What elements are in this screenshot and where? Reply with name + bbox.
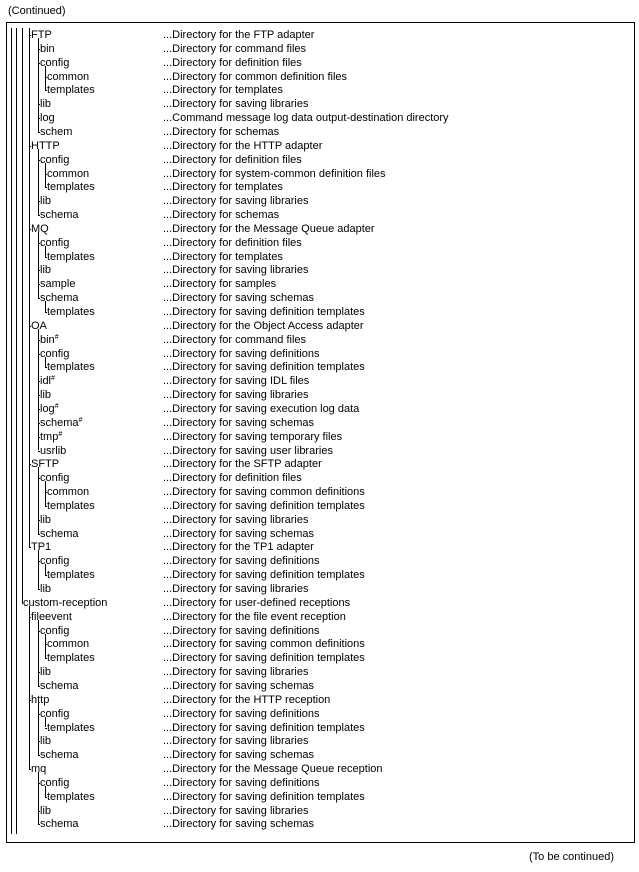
- directory-description: ...Directory for saving definition templates: [163, 652, 365, 665]
- tree-branch-line: [38, 589, 40, 590]
- directory-description: ...Directory for the file event reception: [163, 610, 346, 623]
- directory-name-text: FTP: [31, 29, 52, 41]
- tree-row: [0, 263, 639, 277]
- directory-description: ...Directory for saving libraries: [163, 666, 309, 679]
- tree-branch-line: [45, 506, 47, 507]
- tree-trunk-line: [38, 232, 39, 298]
- directory-description: ...Directory for saving definitions: [163, 707, 320, 720]
- directory-name-text: sample: [40, 278, 76, 291]
- directory-name: [40, 582, 51, 596]
- tree-trunk-line: [45, 481, 46, 506]
- tree-row: [0, 485, 639, 499]
- directory-name-text: idl: [40, 375, 52, 388]
- directory-name: [47, 651, 95, 665]
- directory-name-text: templates: [47, 250, 95, 263]
- tree-row: [0, 610, 639, 624]
- tree-row: [0, 180, 639, 194]
- tree-row: [0, 527, 639, 541]
- directory-name-text: mq: [31, 763, 47, 776]
- directory-name-text: log: [40, 402, 55, 415]
- directory-name: [47, 499, 95, 513]
- directory-name: [47, 83, 95, 97]
- tree-row: [0, 637, 639, 651]
- tree-trunk-line: [29, 606, 30, 769]
- directory-name-text: schema: [40, 292, 79, 305]
- directory-name: [47, 180, 95, 194]
- directory-description: ...Directory for saving libraries: [163, 389, 309, 402]
- tree-row: [0, 42, 639, 56]
- directory-name: [47, 360, 95, 374]
- directory-name: [40, 817, 79, 831]
- directory-description: ...Directory for saving definition templates: [163, 499, 365, 512]
- continued-caption: (Continued): [8, 5, 66, 17]
- tree-row: [0, 208, 639, 222]
- tree-row: [0, 817, 639, 831]
- tree-row: [0, 721, 639, 735]
- tree-row: [0, 651, 639, 665]
- tree-row: [0, 762, 639, 776]
- directory-name-text: config: [40, 707, 70, 720]
- directory-description: ...Directory for saving schemas: [163, 527, 314, 540]
- directory-name: [47, 70, 89, 84]
- directory-description: ...Command message log data output-destination directory: [163, 112, 449, 125]
- directory-description: ...Directory for saving libraries: [163, 195, 309, 208]
- tree-branch-line: [38, 451, 40, 452]
- tree-branch-line: [45, 90, 47, 91]
- tree-row: [0, 305, 639, 319]
- directory-name-text: schema: [40, 416, 79, 429]
- directory-description: ...Directory for saving common definitions: [163, 486, 365, 499]
- tree-row: [0, 111, 639, 125]
- tree-trunk-line: [45, 564, 46, 575]
- directory-name-text: OA: [31, 319, 47, 332]
- tree-row: [0, 804, 639, 818]
- directory-name-text: schema: [40, 749, 79, 762]
- tree-trunk-line: [38, 620, 39, 686]
- directory-name-text: common: [47, 486, 90, 499]
- directory-name: [23, 596, 107, 610]
- tree-row: [0, 707, 639, 721]
- directory-name: [40, 97, 51, 111]
- footnote-marker: #: [54, 402, 59, 410]
- directory-name-text: fileevent: [31, 610, 72, 623]
- directory-description: ...Directory for saving libraries: [163, 264, 309, 277]
- tree-branch-line: [38, 686, 40, 687]
- tree-branch-line: [38, 298, 40, 299]
- directory-name-text: config: [40, 555, 70, 568]
- tree-row: [0, 499, 639, 513]
- tree-row: [0, 125, 639, 139]
- footnote-marker: #: [51, 375, 55, 383]
- directory-name: [31, 540, 51, 554]
- tree-trunk-line: [45, 246, 46, 257]
- directory-name: [47, 485, 89, 499]
- directory-name-text: templates: [47, 306, 95, 318]
- directory-description: ...Directory for saving libraries: [163, 804, 309, 817]
- tree-branch-line: [45, 728, 47, 729]
- tree-row: [0, 582, 639, 596]
- tree-branch-line: [45, 658, 47, 659]
- directory-name-text: lib: [40, 264, 52, 277]
- directory-description: ...Directory for templates: [163, 250, 283, 263]
- directory-description: ...Directory for common definition files: [163, 70, 348, 83]
- directory-description: ...Directory for saving execution log data: [163, 402, 360, 415]
- directory-description: ...Directory for saving schemas: [163, 818, 314, 831]
- tree-row: [0, 679, 639, 693]
- directory-name: [40, 194, 51, 208]
- directory-description: ...Directory for saving schemas: [163, 679, 314, 692]
- directory-name: [40, 748, 79, 762]
- directory-description: ...Directory for samples: [163, 278, 277, 291]
- directory-name-text: log: [40, 112, 55, 125]
- directory-name: [40, 444, 66, 458]
- directory-description: ...Directory for saving libraries: [163, 513, 309, 526]
- tree-row: [0, 83, 639, 97]
- directory-name-text: usrlib: [40, 444, 67, 457]
- tree-row: [0, 513, 639, 527]
- directory-name: [31, 28, 52, 42]
- tree-row: [0, 139, 639, 153]
- directory-description: ...Directory for saving libraries: [163, 583, 309, 595]
- directory-description: ...Directory for definition files: [163, 56, 302, 69]
- tree-row: [0, 540, 639, 554]
- directory-name: [40, 665, 51, 679]
- tree-trunk-line: [45, 301, 46, 312]
- directory-name-text: config: [40, 153, 70, 166]
- directory-name-text: bin: [40, 333, 55, 346]
- directory-description: ...Directory for saving common definitions: [163, 638, 365, 651]
- directory-description: ...Directory for saving temporary files: [163, 430, 343, 443]
- tree-row: [0, 776, 639, 790]
- directory-name: [40, 430, 62, 444]
- directory-name-text: HTTP: [31, 139, 60, 152]
- directory-description: ...Directory for the HTTP reception: [163, 693, 331, 706]
- directory-description: ...Directory for user-defined receptions: [163, 596, 351, 609]
- directory-name-text: templates: [47, 569, 95, 582]
- tree-row: [0, 665, 639, 679]
- tree-trunk-line: [29, 28, 30, 547]
- tree-branch-line: [38, 824, 40, 825]
- tree-trunk-line: [45, 66, 46, 91]
- tree-row: [0, 250, 639, 264]
- directory-name-text: config: [40, 236, 70, 249]
- directory-description: ...Directory for schemas: [163, 125, 280, 138]
- directory-name: [40, 111, 55, 125]
- directory-name-text: lib: [40, 666, 52, 679]
- directory-name-text: SFTP: [31, 458, 60, 471]
- directory-name-text: templates: [47, 721, 95, 734]
- directory-name: [31, 457, 59, 471]
- tree-row: [0, 416, 639, 430]
- tree-row: [0, 471, 639, 485]
- directory-name: [40, 513, 51, 527]
- directory-name: [47, 721, 95, 735]
- tree-row: [0, 153, 639, 167]
- directory-description: ...Directory for saving definitions: [163, 555, 320, 568]
- directory-description: ...Directory for definition files: [163, 472, 302, 485]
- directory-description: ...Directory for templates: [163, 181, 283, 194]
- footnote-marker: #: [78, 416, 83, 424]
- directory-name: [31, 222, 49, 236]
- directory-name: [40, 527, 79, 541]
- directory-description: ...Directory for saving IDL files: [163, 375, 310, 388]
- tree-branch-line: [29, 769, 31, 770]
- directory-name: [40, 679, 79, 693]
- directory-name-text: common: [47, 167, 90, 180]
- directory-name-text: lib: [40, 583, 52, 595]
- tree-trunk-line: [22, 28, 23, 603]
- directory-name-text: config: [40, 776, 70, 789]
- tree-row: [0, 167, 639, 181]
- directory-name-text: config: [40, 472, 70, 485]
- directory-name-text: config: [40, 624, 70, 637]
- directory-name-text: lib: [40, 513, 52, 526]
- directory-name: [47, 568, 95, 582]
- tree-branch-line: [45, 257, 47, 258]
- directory-description: ...Directory for saving definitions: [163, 347, 320, 360]
- tree-row: [0, 374, 639, 388]
- directory-description: ...Directory for saving user libraries: [163, 444, 333, 457]
- tree-row: [0, 97, 639, 111]
- directory-name-text: http: [31, 693, 50, 706]
- tree-trunk-line: [38, 550, 39, 589]
- directory-description: ...Directory for the Object Access adapter: [163, 319, 364, 332]
- tree-trunk-line: [38, 772, 39, 824]
- directory-name: [40, 374, 55, 388]
- directory-description: ...Directory for saving definition templates: [163, 790, 365, 803]
- tree-branch-line: [45, 797, 47, 798]
- directory-name-text: templates: [47, 652, 95, 665]
- tree-row: [0, 333, 639, 347]
- directory-name: [47, 790, 95, 804]
- directory-description: ...Directory for saving schemas: [163, 292, 314, 305]
- tree-row: [0, 194, 639, 208]
- tree-trunk-line: [45, 717, 46, 728]
- tree-row: [0, 734, 639, 748]
- tree-row: [0, 790, 639, 804]
- directory-name: [40, 263, 51, 277]
- directory-name: [40, 402, 59, 416]
- directory-name-text: common: [47, 70, 90, 83]
- directory-name: [40, 333, 59, 347]
- directory-name-text: custom-reception: [23, 596, 108, 609]
- tree-row: [0, 28, 639, 42]
- directory-description: ...Directory for saving definitions: [163, 776, 320, 789]
- tree-row: [0, 430, 639, 444]
- directory-description: ...Directory for saving libraries: [163, 735, 309, 748]
- directory-name-text: lib: [40, 735, 52, 748]
- directory-name-text: common: [47, 638, 90, 651]
- directory-description: ...Directory for templates: [163, 84, 283, 97]
- tree-branch-line: [38, 215, 40, 216]
- tree-row: [0, 568, 639, 582]
- directory-description: ...Directory for saving definition templates: [163, 569, 365, 582]
- tree-trunk-line: [38, 703, 39, 755]
- directory-description: ...Directory for saving libraries: [163, 98, 309, 111]
- directory-description: ...Directory for saving definition templates: [163, 306, 365, 318]
- tree-row: [0, 693, 639, 707]
- directory-name-text: lib: [40, 389, 52, 402]
- directory-name: [47, 637, 89, 651]
- directory-name-text: MQ: [31, 222, 49, 235]
- tree-trunk-line: [45, 163, 46, 188]
- tree-row: [0, 56, 639, 70]
- directory-description: ...Directory for saving definition templates: [163, 721, 365, 734]
- tree-branch-line: [45, 367, 47, 368]
- tree-row: [0, 388, 639, 402]
- directory-description: ...Directory for the Message Queue adapter: [163, 222, 375, 235]
- directory-name: [40, 804, 51, 818]
- tree-branch-line: [45, 575, 47, 576]
- directory-name-text: templates: [47, 790, 95, 803]
- directory-name-text: templates: [47, 181, 95, 194]
- tree-branch-line: [29, 547, 31, 548]
- directory-name: [40, 277, 75, 291]
- tree-row: [0, 596, 639, 610]
- tree-row: [0, 402, 639, 416]
- directory-name-text: config: [40, 56, 70, 69]
- directory-description: ...Directory for saving definition templates: [163, 361, 365, 374]
- directory-description: ...Directory for definition files: [163, 236, 302, 249]
- directory-description: ...Directory for command files: [163, 333, 307, 346]
- directory-name: [31, 693, 49, 707]
- directory-description: ...Directory for schemas: [163, 209, 280, 222]
- tree-branch-line: [38, 534, 40, 535]
- directory-description: ...Directory for the SFTP adapter: [163, 458, 322, 471]
- tree-trunk-line: [38, 329, 39, 451]
- directory-name: [40, 388, 51, 402]
- tree-row: [0, 291, 639, 305]
- directory-name: [47, 167, 89, 181]
- tree-row: [0, 236, 639, 250]
- directory-name: [40, 416, 82, 430]
- tree-trunk-line: [38, 467, 39, 533]
- tree-row: [0, 70, 639, 84]
- directory-name-text: templates: [47, 499, 95, 512]
- tree-row: [0, 457, 639, 471]
- footnote-marker: #: [54, 333, 59, 341]
- footnote-marker: #: [58, 430, 63, 438]
- directory-name-text: tmp: [40, 430, 59, 443]
- tree-row: [0, 319, 639, 333]
- directory-name-text: schema: [40, 679, 79, 692]
- directory-description: ...Directory for the FTP adapter: [163, 29, 315, 41]
- directory-name-text: TP1: [31, 541, 52, 554]
- directory-name-text: bin: [40, 42, 55, 55]
- tree-row: [0, 554, 639, 568]
- tree-row: [0, 748, 639, 762]
- tree-branch-line: [38, 132, 40, 133]
- directory-name: [40, 125, 72, 139]
- tree-row: [0, 222, 639, 236]
- tree-branch-line: [45, 187, 47, 188]
- tree-branch-line: [38, 755, 40, 756]
- tree-trunk-line: [45, 634, 46, 659]
- directory-description: ...Directory for the HTTP adapter: [163, 139, 323, 152]
- directory-description: ...Directory for system-common definition files: [163, 167, 386, 180]
- directory-name: [40, 208, 79, 222]
- tree-branch-line: [22, 603, 23, 604]
- directory-name-text: lib: [40, 195, 52, 208]
- directory-description: ...Directory for command files: [163, 42, 307, 55]
- directory-name-text: schem: [40, 125, 73, 138]
- directory-name-text: config: [40, 347, 70, 360]
- directory-name: [47, 305, 95, 319]
- directory-name-text: templates: [47, 361, 95, 374]
- directory-name: [40, 734, 51, 748]
- tree-row: [0, 347, 639, 361]
- tree-row: [0, 444, 639, 458]
- directory-name: [31, 139, 60, 153]
- tree-trunk-line: [38, 149, 39, 215]
- directory-name: [47, 250, 95, 264]
- tree-branch-line: [45, 312, 47, 313]
- directory-name-text: lib: [40, 804, 52, 817]
- directory-description: ...Directory for definition files: [163, 153, 302, 166]
- tree-trunk-line: [45, 357, 46, 368]
- directory-name: [40, 42, 55, 56]
- tree-row: [0, 277, 639, 291]
- directory-name-text: schema: [40, 527, 79, 540]
- tree-trunk-line: [38, 38, 39, 132]
- directory-description: ...Directory for the Message Queue reception: [163, 763, 383, 776]
- directory-description: ...Directory for the TP1 adapter: [163, 541, 314, 554]
- directory-description: ...Directory for saving schemas: [163, 416, 314, 429]
- to-be-continued-caption: (To be continued): [529, 851, 614, 863]
- directory-name-text: lib: [40, 98, 52, 111]
- directory-name-text: schema: [40, 209, 79, 222]
- directory-name-text: schema: [40, 818, 79, 831]
- tree-row: [0, 624, 639, 638]
- directory-name-text: templates: [47, 84, 95, 97]
- directory-description: ...Directory for saving definitions: [163, 624, 320, 637]
- tree-trunk-line: [45, 786, 46, 797]
- directory-description: ...Directory for saving schemas: [163, 749, 314, 762]
- tree-row: [0, 360, 639, 374]
